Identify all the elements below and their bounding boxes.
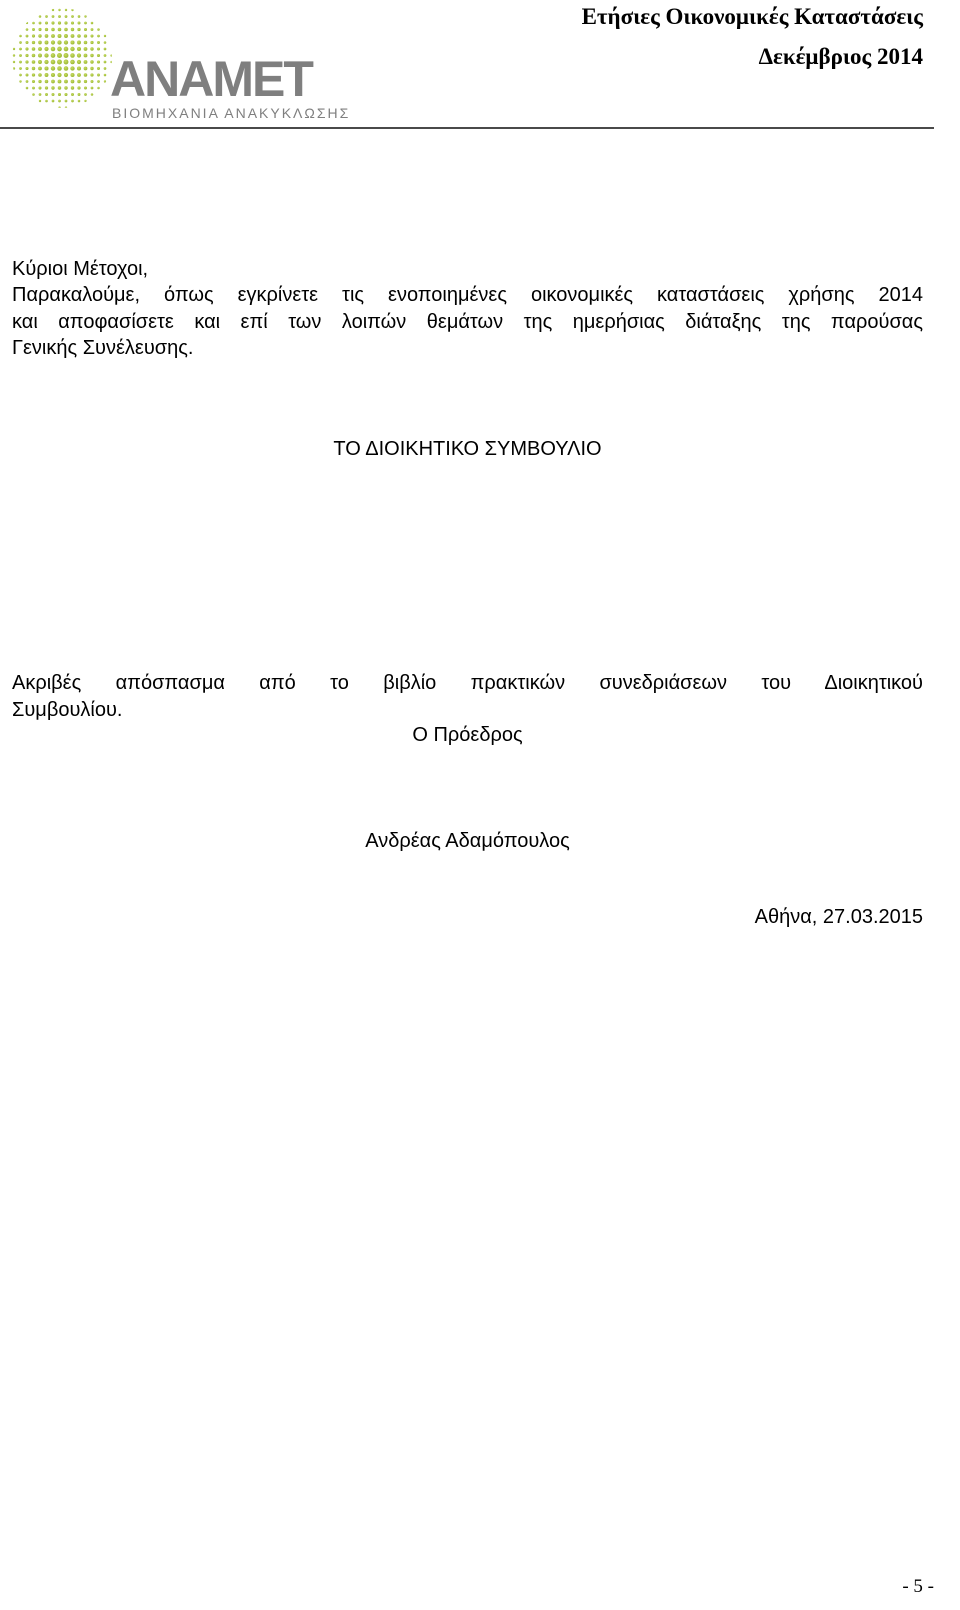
company-logo — [10, 4, 370, 122]
header-divider — [0, 127, 934, 129]
place-date: Αθήνα, 27.03.2015 — [754, 906, 923, 928]
dotted-globe-icon — [10, 4, 120, 114]
chair-title: Ο Πρόεδρος — [412, 724, 523, 746]
request-line: Γενικής Συνέλευσης. — [12, 337, 194, 359]
board-heading: ΤΟ ΔΙΟΙΚΗΤΙΚΟ ΣΥΜΒΟΥΛΙΟ — [333, 438, 602, 460]
request-line: Παρακαλούμε, όπως εγκρίνετε τις ενοποιημένες οικονομικές καταστάσεις χρήσης 2014 — [12, 284, 923, 306]
salutation: Κύριοι Μέτοχοι, — [12, 258, 149, 280]
logo-wordmark: ANAMET — [110, 51, 312, 107]
extract-paragraph — [12, 670, 923, 723]
extract-line: Ακριβές απόσπασμα από το βιβλίο πρακτικών συνεδριάσεων του Διοικητικού — [12, 672, 923, 694]
request-line: και αποφασίσετε και επί των λοιπών θεμάτων της ημερήσιας διάταξης της παρούσας — [12, 310, 923, 333]
header-date: Δεκέμβριος 2014 — [758, 44, 923, 69]
page-number: - 5 - — [902, 1576, 934, 1597]
request-paragraph — [12, 282, 923, 362]
extract-line: Συμβουλίου. — [12, 698, 123, 721]
header-title: Ετήσιες Οικονομικές Καταστάσεις — [581, 4, 923, 29]
logo-subtitle: ΒΙΟΜΗΧΑΝΙΑ ΑΝΑΚΥΚΛΩΣΗΣ — [112, 105, 351, 121]
chair-name: Ανδρέας Αδαμόπουλος — [365, 830, 570, 852]
